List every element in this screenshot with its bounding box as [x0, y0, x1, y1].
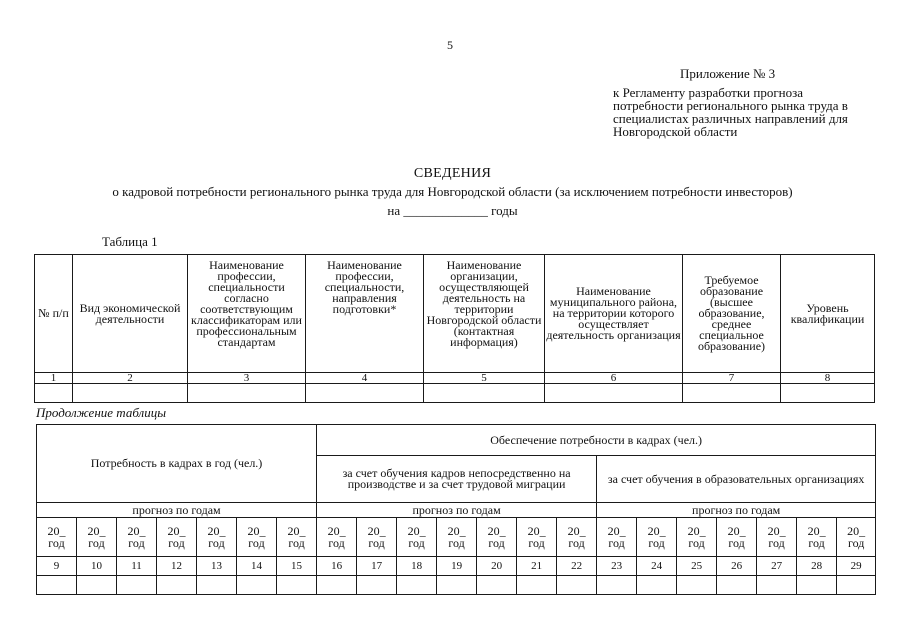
year-cell-bottom: год — [128, 536, 145, 550]
year-cell-bottom: год — [648, 536, 665, 550]
year-cell-top: 20_ — [207, 524, 226, 538]
year-cell-top: 20_ — [167, 524, 186, 538]
empty-cell — [197, 576, 237, 595]
year-cell-top: 20_ — [647, 524, 666, 538]
empty-cell — [237, 576, 277, 595]
year-cell-bottom: год — [488, 536, 505, 550]
empty-cell — [781, 384, 875, 403]
year-cell — [757, 518, 797, 557]
empty-cell — [277, 576, 317, 595]
empty-cell — [357, 576, 397, 595]
empty-cell — [306, 384, 424, 403]
year-cell-bottom: год — [448, 536, 465, 550]
header-cell-activity: Вид экономической деятельности — [73, 255, 188, 373]
empty-cell — [35, 384, 73, 403]
header-cell-education: Требуемое образование (высшее образование, среднее специальное образование) — [683, 255, 781, 373]
empty-cell — [77, 576, 117, 595]
year-cell — [117, 518, 157, 557]
header-cell-number: № п/п — [35, 255, 73, 373]
year-cell-top: 20_ — [607, 524, 626, 538]
empty-cell — [557, 576, 597, 595]
provision-header-cell: Обеспечение потребности в кадрах (чел.) — [317, 425, 876, 456]
table-label: Таблица 1 — [102, 234, 158, 249]
year-cell-bottom: год — [528, 536, 545, 550]
column-number: 22 — [557, 557, 597, 576]
year-cell-bottom: год — [408, 536, 425, 550]
year-cell-top: 20_ — [287, 524, 306, 538]
year-cell-top: 20_ — [47, 524, 66, 538]
year-cell — [517, 518, 557, 557]
year-cell-top: 20_ — [847, 524, 866, 538]
column-number: 4 — [306, 373, 424, 384]
empty-cell — [717, 576, 757, 595]
table-header-row — [35, 255, 875, 373]
column-number: 11 — [117, 557, 157, 576]
column-number: 29 — [837, 557, 876, 576]
year-cell — [677, 518, 717, 557]
year-cell — [277, 518, 317, 557]
empty-cell — [157, 576, 197, 595]
column-number: 1 — [35, 373, 73, 384]
year-cell-bottom: год — [608, 536, 625, 550]
header-cell-qualification: Уровень квалификации — [781, 255, 875, 373]
year-cell-bottom: год — [368, 536, 385, 550]
year-cell-top: 20_ — [727, 524, 746, 538]
column-number: 19 — [437, 557, 477, 576]
year-cell-bottom: год — [168, 536, 185, 550]
year-cell-top: 20_ — [807, 524, 826, 538]
page-number: 5 — [447, 38, 453, 52]
column-number: 24 — [637, 557, 677, 576]
forecast-header-row-1 — [37, 425, 876, 456]
year-cell-top: 20_ — [687, 524, 706, 538]
year-cell-bottom: год — [728, 536, 745, 550]
year-cell-bottom: год — [847, 536, 865, 550]
column-number: 13 — [197, 557, 237, 576]
year-cell — [197, 518, 237, 557]
year-cell — [637, 518, 677, 557]
year-cell-top: 20_ — [127, 524, 146, 538]
header-cell-profession-classifier: Наименование профессии, специальности согласно соответствующим классификаторам или профессиональным стандартам — [188, 255, 306, 373]
forecast-label: прогноз по годам — [597, 503, 876, 518]
empty-cell — [73, 384, 188, 403]
column-number: 6 — [545, 373, 683, 384]
year-cell-bottom: год — [808, 536, 825, 550]
column-number: 18 — [397, 557, 437, 576]
empty-cell — [477, 576, 517, 595]
empty-cell — [397, 576, 437, 595]
year-cell-top: 20_ — [407, 524, 426, 538]
empty-cell — [424, 384, 545, 403]
year-cell — [557, 518, 597, 557]
year-cell-top: 20_ — [327, 524, 346, 538]
appendix-title: Приложение № 3 — [680, 66, 776, 81]
header-cell-municipal-district: Наименование муниципального района, на территории которого осуществляет деятельность организация — [545, 255, 683, 373]
year-cell-top: 20_ — [247, 524, 266, 538]
empty-cell — [757, 576, 797, 595]
empty-cell — [317, 576, 357, 595]
year-cell-bottom: год — [688, 536, 705, 550]
empty-cell — [677, 576, 717, 595]
document-title: СВЕДЕНИЯ — [413, 166, 492, 181]
column-number: 8 — [781, 373, 875, 384]
year-cell — [157, 518, 197, 557]
column-number: 26 — [717, 557, 757, 576]
forecast-label-row — [37, 503, 876, 518]
year-cell — [717, 518, 757, 557]
provision-sub-header-education: за счет обучения в образовательных организациях — [597, 456, 876, 503]
column-number: 2 — [73, 373, 188, 384]
column-number: 27 — [757, 557, 797, 576]
column-number: 12 — [157, 557, 197, 576]
empty-cell — [437, 576, 477, 595]
year-cell — [477, 518, 517, 557]
year-row — [37, 518, 876, 557]
column-number-row — [35, 373, 875, 384]
year-cell-bottom: год — [48, 536, 65, 550]
year-cell — [37, 518, 77, 557]
empty-cell — [37, 576, 77, 595]
year-cell — [397, 518, 437, 557]
year-cell-bottom: год — [328, 536, 345, 550]
year-cell-top: 20_ — [367, 524, 386, 538]
year-cell-bottom: год — [88, 536, 105, 550]
year-cell-top: 20_ — [567, 524, 586, 538]
year-cell-top: 20_ — [487, 524, 506, 538]
empty-cell — [117, 576, 157, 595]
column-number: 7 — [683, 373, 781, 384]
column-number: 10 — [77, 557, 117, 576]
column-number: 16 — [317, 557, 357, 576]
empty-data-row — [37, 576, 876, 595]
year-cell — [357, 518, 397, 557]
document-subtitle: о кадровой потребности регионального рынка труда для Новгородской области (за исключением потребности инвесторов) — [112, 184, 793, 199]
empty-cell — [545, 384, 683, 403]
year-cell-top: 20_ — [767, 524, 786, 538]
provision-sub-header-production: за счет обучения кадров непосредственно на производстве и за счет трудовой миграции — [317, 456, 597, 503]
header-cell-organization: Наименование организации, осуществляющей деятельность на территории Новгородской области (контактная информация) — [424, 255, 545, 373]
empty-cell — [683, 384, 781, 403]
header-cell-profession-training: Наименование профессии, специальности, направления подготовки* — [306, 255, 424, 373]
year-cell-top: 20_ — [527, 524, 546, 538]
year-cell-top: 20_ — [87, 524, 106, 538]
year-cell — [317, 518, 357, 557]
column-number-row — [37, 557, 876, 576]
year-cell-bottom: год — [208, 536, 225, 550]
column-number: 9 — [37, 557, 77, 576]
empty-cell — [797, 576, 837, 595]
empty-cell — [517, 576, 557, 595]
column-number: 20 — [477, 557, 517, 576]
year-cell — [437, 518, 477, 557]
empty-cell — [637, 576, 677, 595]
column-number: 28 — [797, 557, 837, 576]
column-number: 5 — [424, 373, 545, 384]
year-cell — [77, 518, 117, 557]
column-number: 23 — [597, 557, 637, 576]
year-cell-bottom: год — [248, 536, 265, 550]
empty-data-row — [35, 384, 875, 403]
empty-cell — [188, 384, 306, 403]
year-cell — [797, 518, 837, 557]
column-number: 14 — [237, 557, 277, 576]
year-cell — [837, 518, 876, 557]
staffing-needs-table — [34, 254, 875, 403]
year-cell — [237, 518, 277, 557]
forecast-label: прогноз по годам — [317, 503, 597, 518]
appendix-body: к Регламенту разработки прогноза потребности регионального рынка труда в специалистах различных направлений для Новгородской области — [613, 85, 848, 139]
staffing-forecast-table — [36, 424, 876, 595]
column-number: 21 — [517, 557, 557, 576]
column-number: 3 — [188, 373, 306, 384]
year-cell-bottom: год — [768, 536, 785, 550]
empty-cell — [597, 576, 637, 595]
year-cell-top: 20_ — [447, 524, 466, 538]
column-number: 15 — [277, 557, 317, 576]
column-number: 17 — [357, 557, 397, 576]
document-period-line: на _____________ годы — [387, 203, 518, 218]
forecast-label: прогноз по годам — [37, 503, 317, 518]
empty-cell — [837, 576, 876, 595]
need-header-cell: Потребность в кадрах в год (чел.) — [37, 425, 317, 503]
year-cell-bottom: год — [288, 536, 305, 550]
year-cell — [597, 518, 637, 557]
table-continuation-label: Продолжение таблицы — [36, 405, 167, 420]
column-number: 25 — [677, 557, 717, 576]
year-cell-bottom: год — [568, 536, 585, 550]
